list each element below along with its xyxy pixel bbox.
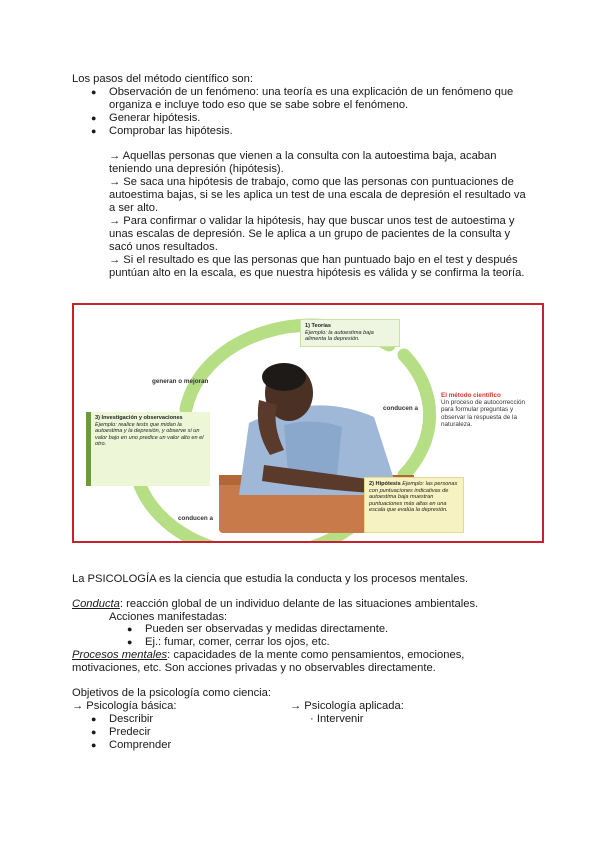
hipotesis-example: Ejemplo: las personas con puntuaciones indicativas de autoestima baja muestran puntuaciones más altas en una escala que evalúa la depresión. <box>369 481 458 514</box>
hipotesis-title: 2) Hipótesis <box>369 481 401 487</box>
list-item: ● Ej.: fumar, comer, cerrar los ojos, etc. <box>127 636 388 649</box>
scientific-method-figure <box>72 303 544 543</box>
list-item: ● Generar hipótesis. <box>91 112 513 125</box>
teorias-example: Ejemplo: la autoestima baja alimenta la depresión. <box>305 329 374 343</box>
conducen-right-label: conducen a <box>383 405 418 412</box>
acciones-list <box>127 623 388 649</box>
psicologia-basica-label: → Psicología básica: <box>72 700 177 712</box>
example-line: → Si el resultado es que las personas que han puntuado bajo en el test y después <box>109 254 518 266</box>
list-item: ● Describir <box>91 713 171 726</box>
list-item: ● Comprobar las hipótesis. <box>91 125 513 138</box>
investigacion-example: Ejemplo: realice tests que midan la autoestima y la depresión, y observe si un valor bajo en uno predice un valor alto en el otro. <box>95 421 204 448</box>
example-line: unas escalas de depresión. Se le aplica a un grupo de pacientes de la consulta y <box>109 228 511 240</box>
example-paragraph <box>109 150 526 280</box>
psicologia-aplicada-label: → Psicología aplicada: <box>290 700 404 712</box>
aplicada-item: · Intervenir <box>310 713 364 725</box>
conducta-line <box>72 598 478 611</box>
example-line: → Aquellas personas que vienen a la consulta con la autoestima baja, acaban <box>109 150 497 162</box>
cycle-arc-right <box>404 355 430 475</box>
list-item: ● Comprender <box>91 739 171 752</box>
method-steps-list <box>91 86 513 138</box>
example-line: sacó unos resultados. <box>109 241 218 253</box>
example-line: → Se saca una hipótesis de trabajo, como que las personas con puntuaciones de <box>109 176 514 188</box>
method-steps-title: Los pasos del método científico son: <box>72 73 253 85</box>
example-line: autoestima bajas, si se les aplica un test de una escala de depresión el resultado va <box>109 189 526 201</box>
procesos-term: Procesos mentales <box>72 649 168 661</box>
objetivos-title: Objetivos de la psicología como ciencia: <box>72 687 271 699</box>
example-line: a ser alto. <box>109 202 159 214</box>
conducta-definition: : reacción global de un individuo delante de las situaciones ambientales. <box>119 598 479 610</box>
list-item: ● Predecir <box>91 726 171 739</box>
teorias-box <box>300 319 400 347</box>
acciones-label: Acciones manifestadas: <box>109 611 228 623</box>
procesos-definition-1: : capacidades de la mente como pensamientos, emociones, <box>167 649 465 661</box>
investigacion-box <box>86 412 210 486</box>
basica-list <box>91 713 171 752</box>
procesos-line <box>72 649 464 662</box>
generan-label: generan o mejoran <box>152 378 209 385</box>
metodo-title: El método científico <box>441 392 501 399</box>
teorias-title: 1) Teorías <box>305 323 332 329</box>
example-line: → Para confirmar o validar la hipótesis, hay que buscar unos test de autoestima y <box>109 215 515 227</box>
psychology-definition: La PSICOLOGÍA es la ciencia que estudia la conducta y los procesos mentales. <box>72 573 469 585</box>
investigacion-title: 3) Investigación y observaciones <box>95 415 183 421</box>
metodo-caption <box>441 392 537 428</box>
conducta-term: Conducta <box>72 598 120 610</box>
conducen-bottom-label: conducen a <box>178 515 213 522</box>
example-line: teniendo una depresión (hipótesis). <box>109 163 284 175</box>
list-item: ● Pueden ser observadas y medidas directamente. <box>127 623 388 636</box>
list-item: ● Observación de un fenómeno: una teoría es una explicación de un fenómeno que organiza e incluye todo eso que se sabe sobre el fenómeno. <box>91 86 513 112</box>
procesos-definition-2: motivaciones, etc. Son acciones privadas y no observables directamente. <box>72 662 436 674</box>
metodo-text: Un proceso de autocorrección para formular preguntas y observar la respuesta de la naturaleza. <box>441 399 526 428</box>
example-line: puntúan alto en la escala, es que nuestra hipótesis es válida y se confirma la teoría. <box>109 267 525 279</box>
hipotesis-box <box>364 477 464 533</box>
